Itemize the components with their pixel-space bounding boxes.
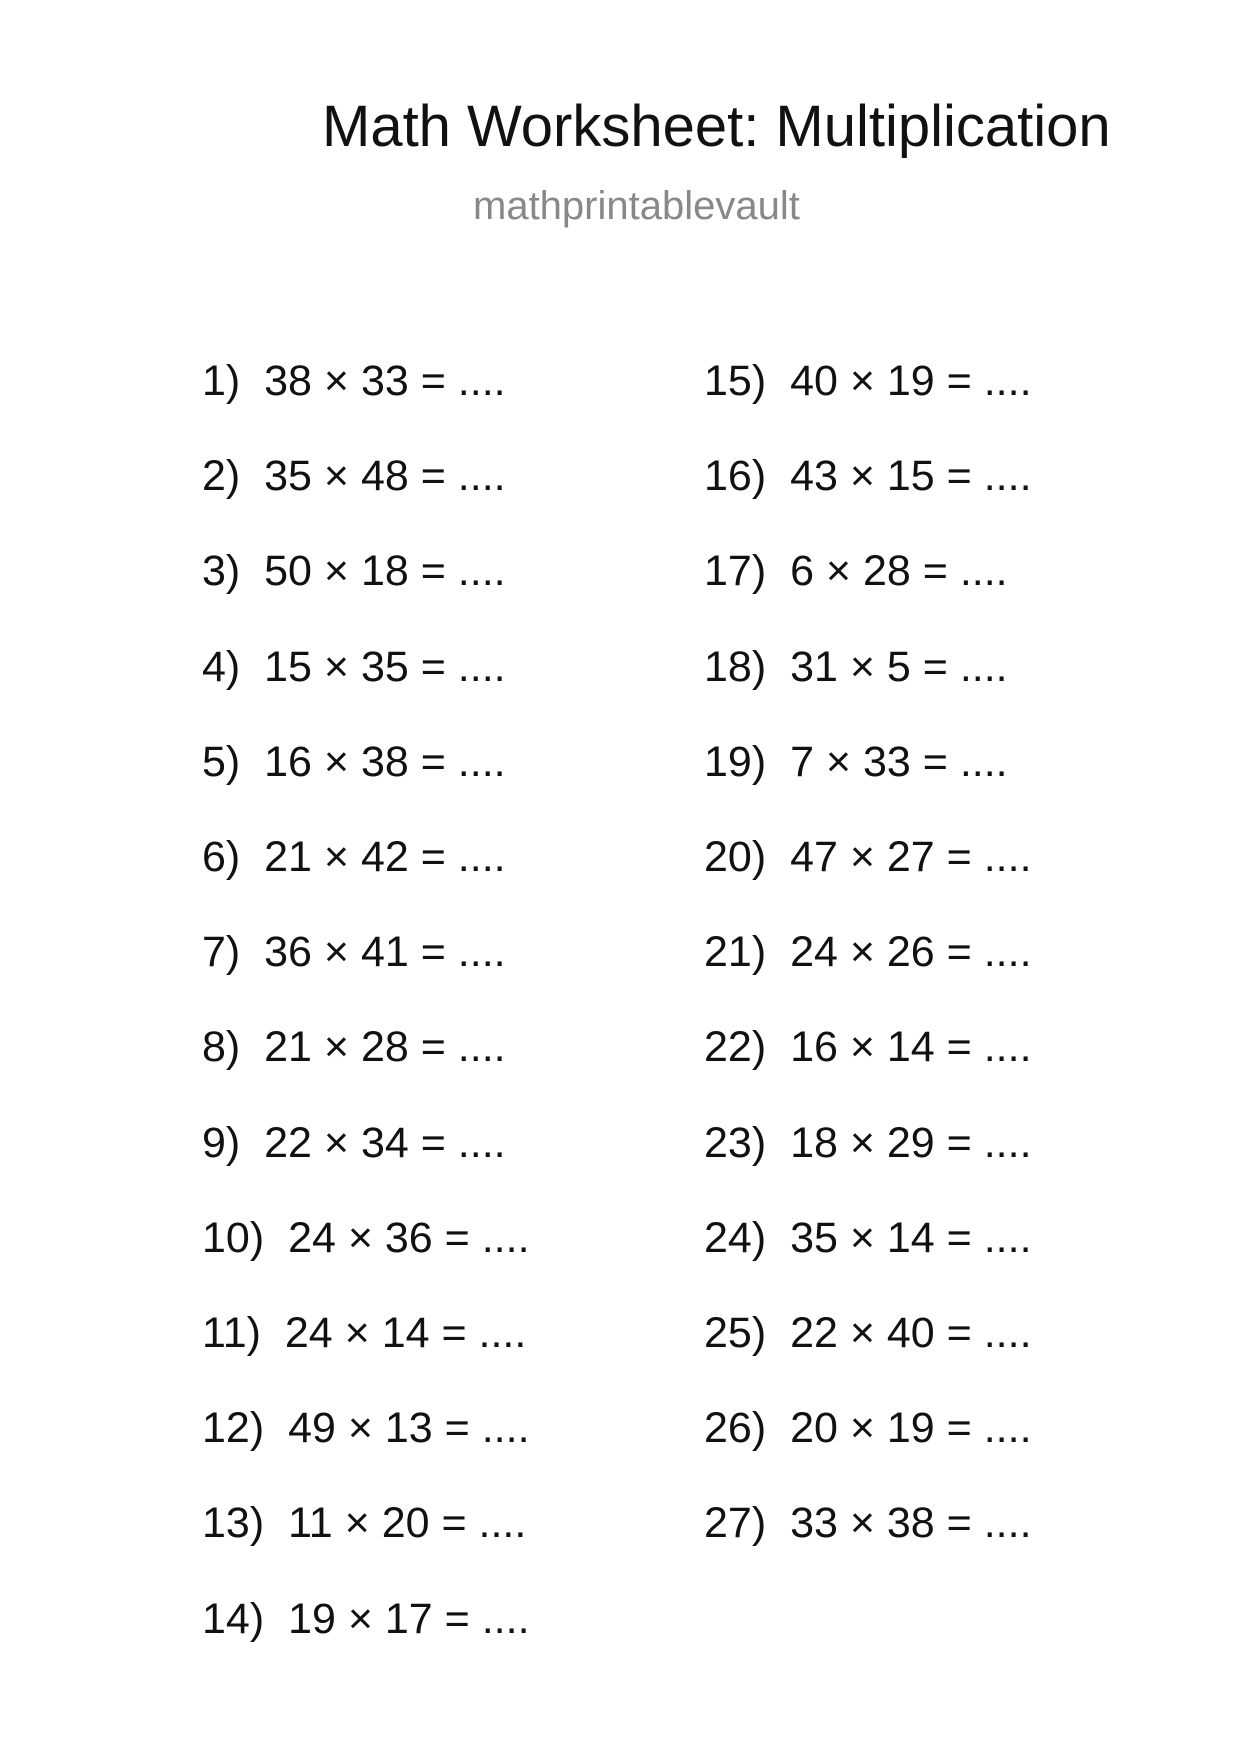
problem-item	[202, 1309, 527, 1357]
problem-item	[704, 738, 1008, 786]
problem-expression: 47 × 27 = ....	[790, 833, 1032, 881]
problem-expression: 35 × 14 = ....	[790, 1214, 1032, 1262]
problem-item	[704, 1023, 1032, 1071]
worksheet-title: Math Worksheet: Multiplication	[322, 94, 1111, 159]
problem-expression: 21 × 28 = ....	[264, 1023, 506, 1071]
problem-number: 23)	[704, 1119, 767, 1167]
problem-item	[704, 547, 1008, 595]
problem-item	[704, 357, 1032, 405]
problem-expression: 24 × 14 = ....	[284, 1309, 527, 1357]
problem-number: 21)	[704, 928, 767, 976]
problem-number: 17)	[704, 547, 767, 595]
problem-expression: 49 × 13 = ....	[288, 1404, 530, 1452]
problem-expression: 22 × 40 = ....	[790, 1309, 1032, 1357]
problem-number: 2)	[202, 452, 241, 500]
problem-expression: 18 × 29 = ....	[790, 1119, 1032, 1167]
problem-expression: 16 × 38 = ....	[264, 738, 506, 786]
problem-expression: 22 × 34 = ....	[264, 1119, 506, 1167]
problem-expression: 38 × 33 = ....	[264, 357, 506, 405]
problem-number: 9)	[202, 1119, 241, 1167]
problem-number: 6)	[202, 833, 241, 881]
problem-expression: 11 × 20 = ....	[288, 1499, 527, 1547]
problem-number: 16)	[704, 452, 767, 500]
problem-expression: 21 × 42 = ....	[264, 833, 506, 881]
problem-item	[704, 643, 1008, 691]
problem-item	[704, 1119, 1032, 1167]
problem-item	[202, 547, 506, 595]
problem-expression: 33 × 38 = ....	[790, 1499, 1032, 1547]
problem-number: 19)	[704, 738, 767, 786]
problem-number: 11)	[202, 1309, 261, 1357]
problem-number: 25)	[704, 1309, 767, 1357]
problem-item	[202, 1499, 527, 1547]
problem-expression: 19 × 17 = ....	[288, 1595, 530, 1643]
problem-expression: 24 × 36 = ....	[288, 1214, 530, 1262]
problem-item	[202, 738, 506, 786]
problem-item	[704, 1499, 1032, 1547]
problem-item	[202, 452, 506, 500]
problem-expression: 40 × 19 = ....	[790, 357, 1032, 405]
problem-number: 1)	[202, 357, 241, 405]
problem-item	[202, 833, 506, 881]
problem-expression: 24 × 26 = ....	[790, 928, 1032, 976]
worksheet-subtitle: mathprintablevault	[473, 184, 800, 228]
problem-item	[202, 1214, 530, 1262]
problem-number: 8)	[202, 1023, 241, 1071]
problem-item	[202, 1595, 530, 1643]
problem-item	[704, 452, 1032, 500]
problem-item	[202, 1023, 506, 1071]
problem-number: 10)	[202, 1214, 265, 1262]
problem-number: 15)	[704, 357, 767, 405]
problem-number: 3)	[202, 547, 241, 595]
problem-item	[202, 357, 506, 405]
problem-item	[704, 1309, 1032, 1357]
problem-expression: 36 × 41 = ....	[264, 928, 506, 976]
problem-expression: 16 × 14 = ....	[790, 1023, 1032, 1071]
problem-number: 7)	[202, 928, 241, 976]
problem-number: 18)	[704, 643, 767, 691]
problem-number: 22)	[704, 1023, 767, 1071]
problem-number: 20)	[704, 833, 767, 881]
problem-number: 4)	[202, 643, 241, 691]
problem-number: 26)	[704, 1404, 767, 1452]
problem-item	[202, 643, 506, 691]
problem-expression: 35 × 48 = ....	[264, 452, 506, 500]
problem-expression: 31 × 5 = ....	[790, 643, 1008, 691]
problem-item	[704, 1404, 1032, 1452]
problem-item	[202, 928, 506, 976]
problem-number: 27)	[704, 1499, 767, 1547]
problem-expression: 43 × 15 = ....	[790, 452, 1032, 500]
problem-item	[202, 1404, 530, 1452]
problem-expression: 6 × 28 = ....	[790, 547, 1008, 595]
problem-number: 12)	[202, 1404, 265, 1452]
problem-item	[704, 928, 1032, 976]
problem-number: 13)	[202, 1499, 265, 1547]
problem-item	[202, 1119, 506, 1167]
problem-expression: 7 × 33 = ....	[790, 738, 1008, 786]
problem-number: 5)	[202, 738, 241, 786]
problem-item	[704, 1214, 1032, 1262]
problem-item	[704, 833, 1032, 881]
problem-expression: 20 × 19 = ....	[790, 1404, 1032, 1452]
problem-expression: 15 × 35 = ....	[264, 643, 506, 691]
problem-number: 14)	[202, 1595, 265, 1643]
problem-number: 24)	[704, 1214, 767, 1262]
problem-expression: 50 × 18 = ....	[264, 547, 506, 595]
